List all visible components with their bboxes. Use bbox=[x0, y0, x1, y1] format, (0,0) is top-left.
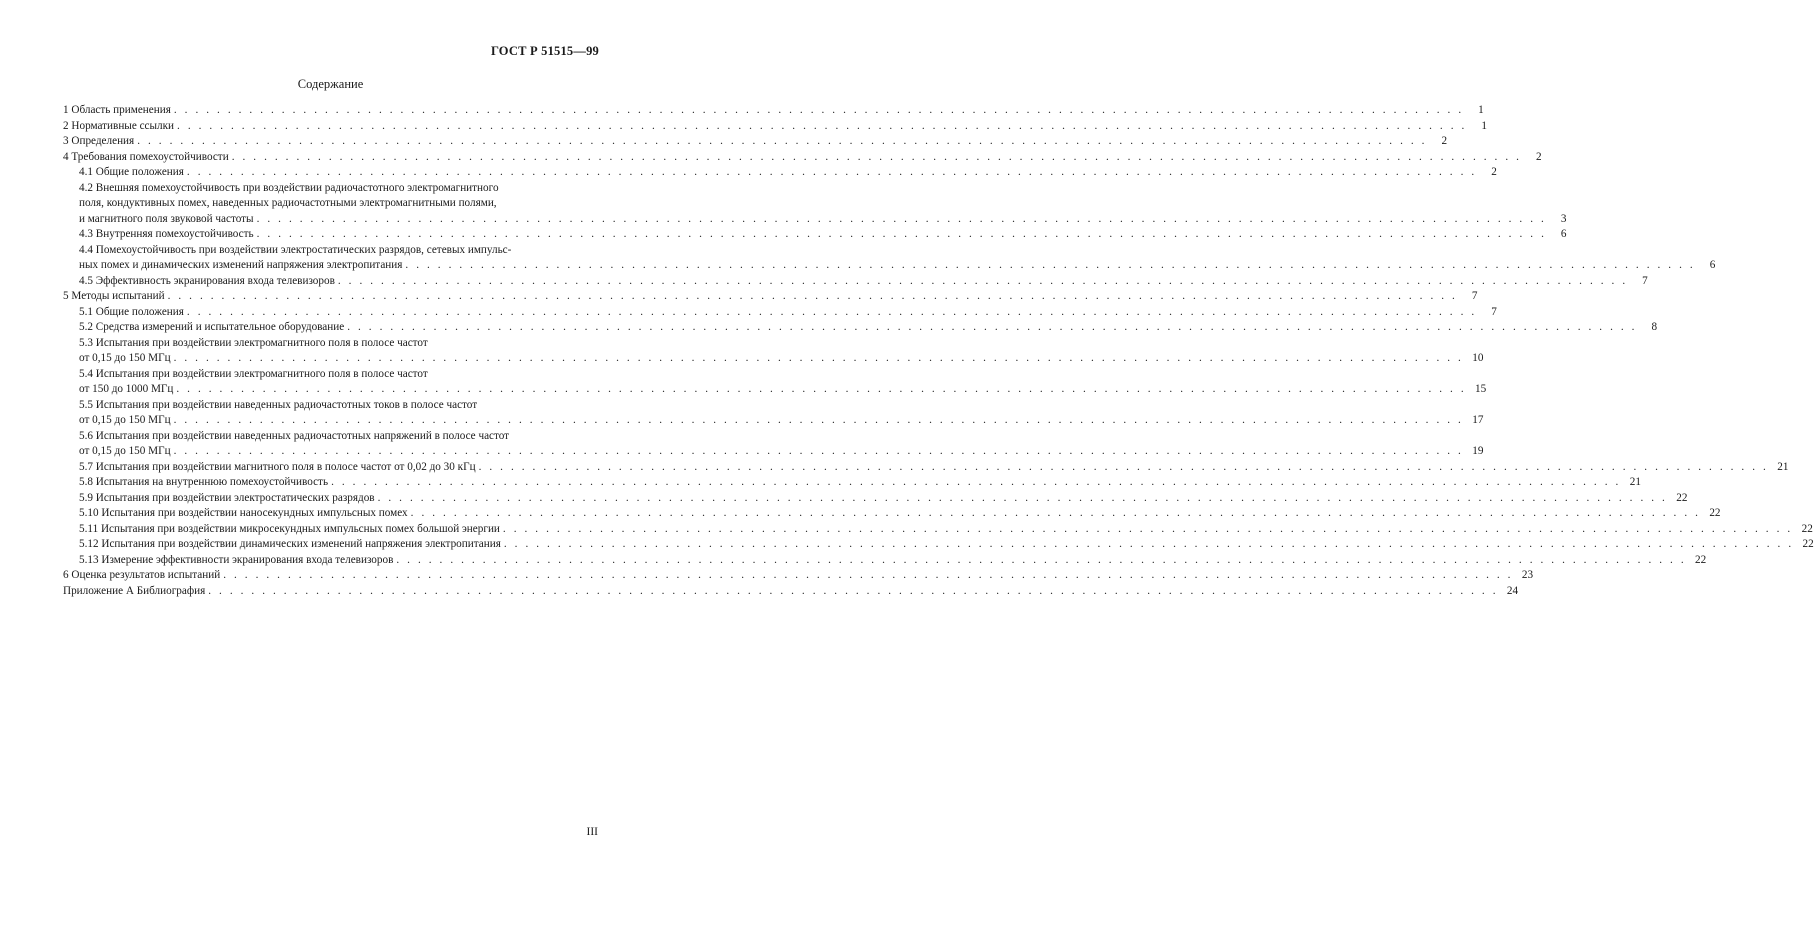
toc-entry-title: 3 Определения bbox=[63, 135, 135, 147]
page-number: III bbox=[586, 826, 598, 838]
dot-leader: . . . . . . . . . . . . . . . . . . . . . . . . . . . . . . . . . . . . . . . . . . . . . . . . . . . . . . . . . . . . . . . . . . . . . . . . . . . . . . . . . . . . . . . . . . . . . . . . . . . . . . . . . . . . . . . . . . . . . . . . bbox=[137, 135, 1428, 147]
toc-entry bbox=[63, 429, 1484, 460]
toc-entry-row bbox=[63, 289, 1478, 305]
dot-leader: . . . . . . . . . . . . . . . . . . . . . . . . . . . . . . . . . . . . . . . . . . . . . . . . . . . . . . . . . . . . . . . . . . . . . . . . . . . . . . . . . . . . . . . . . . . . . . . . . . . . . . . . . . . . . . . . . . . . . . . . bbox=[223, 569, 1514, 581]
toc-entry bbox=[63, 491, 1688, 507]
toc-entry bbox=[63, 553, 1707, 569]
toc-entry-row bbox=[79, 506, 1721, 522]
toc-entry bbox=[63, 460, 1789, 476]
toc-entry-row bbox=[79, 165, 1497, 181]
toc-entry bbox=[63, 367, 1487, 398]
toc-entry bbox=[63, 336, 1484, 367]
dot-leader: . . . . . . . . . . . . . . . . . . . . . . . . . . . . . . . . . . . . . . . . . . . . . . . . . . . . . . . . . . . . . . . . . . . . . . . . . . . . . . . . . . . . . . . . . . . . . . . . . . . . . . . . . . . . . . . . . . . . . . . . bbox=[186, 166, 1477, 178]
toc-entry bbox=[63, 181, 1567, 228]
toc-entry-title: 5.12 Испытания при воздействии динамических изменений напряжения электропитания bbox=[79, 538, 501, 550]
dot-leader: . . . . . . . . . . . . . . . . . . . . . . . . . . . . . . . . . . . . . . . . . . . . . . . . . . . . . . . . . . . . . . . . . . . . . . . . . . . . . . . . . . . . . . . . . . . . . . . . . . . . . . . . . . . . . . . . . . . . . . . . bbox=[173, 104, 1464, 116]
toc-page-number: 21 bbox=[1629, 476, 1641, 488]
toc-page-number: 3 bbox=[1560, 212, 1567, 225]
toc-entry-row bbox=[79, 475, 1641, 491]
toc-entry bbox=[63, 537, 1814, 553]
toc-entry-row bbox=[63, 103, 1484, 119]
toc-entry-row bbox=[79, 382, 1487, 398]
toc-page-number: 19 bbox=[1472, 445, 1484, 457]
toc-entry-title: 5.9 Испытания при воздействии электростатических разрядов bbox=[79, 491, 375, 504]
toc-entry bbox=[63, 227, 1567, 243]
toc-entry-row bbox=[79, 444, 1484, 460]
toc-entry-row bbox=[63, 119, 1487, 135]
toc-entry-title: 2 Нормативные ссылки bbox=[63, 119, 175, 132]
toc-page-number: 17 bbox=[1472, 414, 1484, 426]
dot-leader: . . . . . . . . . . . . . . . . . . . . . . . . . . . . . . . . . . . . . . . . . . . . . . . . . . . . . . . . . . . . . . . . . . . . . . . . . . . . . . . . . . . . . . . . . . . . . . . . . . . . . . . . . . . . . . . . . . . . . . . . bbox=[405, 259, 1696, 271]
toc-entry-title: 5.13 Измерение эффективности экранирования входа телевизоров bbox=[79, 553, 394, 566]
toc-entry bbox=[63, 274, 1648, 290]
dot-leader: . . . . . . . . . . . . . . . . . . . . . . . . . . . . . . . . . . . . . . . . . . . . . . . . . . . . . . . . . . . . . . . . . . . . . . . . . . . . . . . . . . . . . . . . . . . . . . . . . . . . . . . . . . . . . . . . . . . . . . . . bbox=[173, 352, 1464, 364]
dot-leader: . . . . . . . . . . . . . . . . . . . . . . . . . . . . . . . . . . . . . . . . . . . . . . . . . . . . . . . . . . . . . . . . . . . . . . . . . . . . . . . . . . . . . . . . . . . . . . . . . . . . . . . . . . . . . . . . . . . . . . . . bbox=[208, 584, 1499, 597]
toc-entry-line: 5.4 Испытания при воздействии электромагнитного поля в полосе частот bbox=[79, 367, 428, 380]
toc-entry bbox=[63, 150, 1542, 166]
dot-leader: . . . . . . . . . . . . . . . . . . . . . . . . . . . . . . . . . . . . . . . . . . . . . . . . . . . . . . . . . . . . . . . . . . . . . . . . . . . . . . . . . . . . . . . . . . . . . . . . . . . . . . . . . . . . . . . . . . . . . . . . bbox=[410, 507, 1701, 519]
toc-entry-row bbox=[79, 413, 1484, 429]
toc-entry-title: 1 Область применения bbox=[63, 104, 171, 116]
toc-entry-row bbox=[79, 305, 1497, 321]
toc-entry bbox=[63, 243, 1716, 274]
toc-entry bbox=[63, 522, 1813, 538]
toc-entry-line: 4.2 Внешняя помехоустойчивость при воздействии радиочастотного электромагнитного bbox=[79, 181, 499, 194]
toc-entry-row bbox=[79, 274, 1648, 290]
toc-entry bbox=[63, 398, 1484, 429]
toc-page-number: 2 bbox=[1535, 150, 1542, 163]
toc-page-number: 1 bbox=[1481, 119, 1487, 132]
dot-leader: . . . . . . . . . . . . . . . . . . . . . . . . . . . . . . . . . . . . . . . . . . . . . . . . . . . . . . . . . . . . . . . . . . . . . . . . . . . . . . . . . . . . . . . . . . . . . . . . . . . . . . . . . . . . . . . . . . . . . . . . bbox=[502, 522, 1793, 535]
toc-entry bbox=[63, 289, 1478, 305]
toc-entry-line: поля, кондуктивных помех, наведенных радиочастотными электромагнитными полями, bbox=[79, 197, 497, 209]
dot-leader: . . . . . . . . . . . . . . . . . . . . . . . . . . . . . . . . . . . . . . . . . . . . . . . . . . . . . . . . . . . . . . . . . . . . . . . . . . . . . . . . . . . . . . . . . . . . . . . . . . . . . . . . . . . . . . . . . . . . . . . . bbox=[331, 476, 1621, 488]
toc-page-number: 7 bbox=[1491, 305, 1497, 318]
toc-entry bbox=[63, 134, 1448, 150]
toc-entry-title: 5.2 Средства измерений и испытательное оборудование bbox=[79, 321, 345, 333]
toc-entry-title: 4 Требования помехоустойчивости bbox=[63, 150, 229, 163]
dot-leader: . . . . . . . . . . . . . . . . . . . . . . . . . . . . . . . . . . . . . . . . . . . . . . . . . . . . . . . . . . . . . . . . . . . . . . . . . . . . . . . . . . . . . . . . . . . . . . . . . . . . . . . . . . . . . . . . . . . . . . . . bbox=[176, 383, 1467, 395]
toc-entry-row bbox=[79, 212, 1567, 228]
dot-leader: . . . . . . . . . . . . . . . . . . . . . . . . . . . . . . . . . . . . . . . . . . . . . . . . . . . . . . . . . . . . . . . . . . . . . . . . . . . . . . . . . . . . . . . . . . . . . . . . . . . . . . . . . . . . . . . . . . . . . . . . bbox=[396, 553, 1687, 566]
toc-page-number: 22 bbox=[1802, 538, 1814, 550]
toc-page-number: 24 bbox=[1506, 584, 1519, 597]
toc-page-number: 2 bbox=[1491, 166, 1497, 178]
toc-entry-row bbox=[63, 150, 1542, 166]
toc-entry bbox=[63, 320, 1658, 336]
toc-entry-row bbox=[79, 351, 1484, 367]
toc-entry-title: 6 Оценка результатов испытаний bbox=[63, 569, 221, 581]
toc-entry-row bbox=[79, 258, 1716, 274]
toc-entry-title: 5.11 Испытания при воздействии микросекундных импульсных помех большой энергии bbox=[79, 522, 500, 535]
toc-page-number: 7 bbox=[1642, 274, 1648, 287]
toc-entry-row bbox=[79, 522, 1813, 538]
toc-entry bbox=[63, 568, 1534, 584]
toc-entry-title: от 0,15 до 150 МГц bbox=[79, 445, 171, 457]
toc-page-number: 2 bbox=[1441, 135, 1448, 147]
toc-entry-row bbox=[79, 537, 1814, 553]
toc-entry-title: от 150 до 1000 МГц bbox=[79, 383, 174, 395]
toc-entry-title: 4.3 Внутренняя помехоустойчивость bbox=[79, 228, 254, 240]
toc-page-number: 15 bbox=[1475, 383, 1487, 395]
toc-page-number: 22 bbox=[1695, 553, 1707, 566]
toc-entry bbox=[63, 103, 1484, 119]
toc-entry bbox=[63, 305, 1497, 321]
dot-leader: . . . . . . . . . . . . . . . . . . . . . . . . . . . . . . . . . . . . . . . . . . . . . . . . . . . . . . . . . . . . . . . . . . . . . . . . . . . . . . . . . . . . . . . . . . . . . . . . . . . . . . . . . . . . . . . . . . . . . . . . bbox=[173, 414, 1464, 426]
toc-page-number: 6 bbox=[1709, 259, 1716, 271]
toc-entry-title: от 0,15 до 150 МГц bbox=[79, 414, 171, 426]
dot-leader: . . . . . . . . . . . . . . . . . . . . . . . . . . . . . . . . . . . . . . . . . . . . . . . . . . . . . . . . . . . . . . . . . . . . . . . . . . . . . . . . . . . . . . . . . . . . . . . . . . . . . . . . . . . . . . . . . . . . . . . . bbox=[503, 538, 1794, 550]
dot-leader: . . . . . . . . . . . . . . . . . . . . . . . . . . . . . . . . . . . . . . . . . . . . . . . . . . . . . . . . . . . . . . . . . . . . . . . . . . . . . . . . . . . . . . . . . . . . . . . . . . . . . . . . . . . . . . . . . . . . . . . . bbox=[377, 491, 1668, 504]
toc-entry bbox=[63, 506, 1721, 522]
toc-entry-row bbox=[63, 134, 1448, 150]
dot-leader: . . . . . . . . . . . . . . . . . . . . . . . . . . . . . . . . . . . . . . . . . . . . . . . . . . . . . . . . . . . . . . . . . . . . . . . . . . . . . . . . . . . . . . . . . . . . . . . . . . . . . . . . . . . . . . . . . . . . . . . . bbox=[173, 445, 1464, 457]
standard-id: ГОСТ Р 51515—99 bbox=[490, 44, 599, 58]
toc-page-number: 8 bbox=[1651, 321, 1658, 333]
toc-page-number: 22 bbox=[1801, 522, 1813, 535]
dot-leader: . . . . . . . . . . . . . . . . . . . . . . . . . . . . . . . . . . . . . . . . . . . . . . . . . . . . . . . . . . . . . . . . . . . . . . . . . . . . . . . . . . . . . . . . . . . . . . . . . . . . . . . . . . . . . . . . . . . . . . . . bbox=[478, 460, 1769, 473]
toc-entry-row bbox=[63, 584, 1519, 600]
toc-entry-title: ных помех и динамических изменений напряжения электропитания bbox=[79, 259, 403, 271]
toc-page-number: 7 bbox=[1471, 290, 1478, 302]
dot-leader: . . . . . . . . . . . . . . . . . . . . . . . . . . . . . . . . . . . . . . . . . . . . . . . . . . . . . . . . . . . . . . . . . . . . . . . . . . . . . . . . . . . . . . . . . . . . . . . . . . . . . . . . . . . . . . . . . . . . . . . . bbox=[256, 212, 1547, 225]
toc-entry-row bbox=[79, 320, 1658, 336]
toc-entry-line: 5.5 Испытания при воздействии наведенных радиочастотных токов в полосе частот bbox=[79, 398, 478, 411]
toc-entry-title: Приложение А Библиография bbox=[63, 584, 206, 597]
dot-leader: . . . . . . . . . . . . . . . . . . . . . . . . . . . . . . . . . . . . . . . . . . . . . . . . . . . . . . . . . . . . . . . . . . . . . . . . . . . . . . . . . . . . . . . . . . . . . . . . . . . . . . . . . . . . . . . . . . . . . . . . bbox=[186, 305, 1477, 318]
toc-entry-row bbox=[79, 553, 1707, 569]
toc-page-number: 23 bbox=[1521, 569, 1534, 581]
toc-page-number: 22 bbox=[1709, 507, 1721, 519]
toc-entry bbox=[63, 475, 1641, 491]
toc-entry-row bbox=[79, 491, 1688, 507]
toc-entry-title: и магнитного поля звуковой частоты bbox=[79, 212, 254, 225]
toc-entry bbox=[63, 165, 1497, 181]
toc-entry bbox=[63, 584, 1519, 600]
toc-page-number: 10 bbox=[1472, 352, 1484, 364]
toc-entry-title: от 0,15 до 150 МГц bbox=[79, 352, 171, 364]
toc-entry-line: 5.6 Испытания при воздействии наведенных радиочастотных напряжений в полосе частот bbox=[79, 429, 510, 442]
table-of-contents bbox=[63, 103, 1814, 599]
toc-entry-title: 5.1 Общие положения bbox=[79, 305, 184, 318]
toc-entry-line: 4.4 Помехоустойчивость при воздействии электростатических разрядов, сетевых импульс- bbox=[79, 243, 512, 256]
toc-entry-title: 5.10 Испытания при воздействии наносекундных импульсных помех bbox=[79, 507, 408, 519]
toc-entry-row bbox=[79, 227, 1567, 243]
toc-entry-title: 4.1 Общие положения bbox=[79, 166, 184, 178]
dot-leader: . . . . . . . . . . . . . . . . . . . . . . . . . . . . . . . . . . . . . . . . . . . . . . . . . . . . . . . . . . . . . . . . . . . . . . . . . . . . . . . . . . . . . . . . . . . . . . . . . . . . . . . . . . . . . . . . . . . . . . . . bbox=[256, 228, 1547, 240]
toc-entry-title: 5 Методы испытаний bbox=[63, 290, 165, 302]
toc-page-number: 6 bbox=[1560, 228, 1567, 240]
toc-entry-row bbox=[79, 460, 1789, 476]
toc-entry-row bbox=[63, 568, 1534, 584]
toc-entry-title: 4.5 Эффективность экранирования входа телевизоров bbox=[79, 274, 335, 287]
toc-page-number: 22 bbox=[1676, 491, 1688, 504]
toc-entry-title: 5.7 Испытания при воздействии магнитного поля в полосе частот от 0,02 до 30 кГц bbox=[79, 460, 476, 473]
toc-entry-title: 5.8 Испытания на внутреннюю помехоустойчивость bbox=[79, 476, 329, 488]
dot-leader: . . . . . . . . . . . . . . . . . . . . . . . . . . . . . . . . . . . . . . . . . . . . . . . . . . . . . . . . . . . . . . . . . . . . . . . . . . . . . . . . . . . . . . . . . . . . . . . . . . . . . . . . . . . . . . . . . . . . . . . . bbox=[347, 321, 1638, 333]
toc-entry-line: 5.3 Испытания при воздействии электромагнитного поля в полосе частот bbox=[79, 336, 428, 349]
toc-page-number: 21 bbox=[1777, 460, 1789, 473]
dot-leader: . . . . . . . . . . . . . . . . . . . . . . . . . . . . . . . . . . . . . . . . . . . . . . . . . . . . . . . . . . . . . . . . . . . . . . . . . . . . . . . . . . . . . . . . . . . . . . . . . . . . . . . . . . . . . . . . . . . . . . . . bbox=[231, 150, 1522, 163]
toc-entry bbox=[63, 119, 1487, 135]
toc-page-number: 1 bbox=[1478, 104, 1484, 116]
dot-leader: . . . . . . . . . . . . . . . . . . . . . . . . . . . . . . . . . . . . . . . . . . . . . . . . . . . . . . . . . . . . . . . . . . . . . . . . . . . . . . . . . . . . . . . . . . . . . . . . . . . . . . . . . . . . . . . . . . . . . . . . bbox=[337, 274, 1628, 287]
dot-leader: . . . . . . . . . . . . . . . . . . . . . . . . . . . . . . . . . . . . . . . . . . . . . . . . . . . . . . . . . . . . . . . . . . . . . . . . . . . . . . . . . . . . . . . . . . . . . . . . . . . . . . . . . . . . . . . . . . . . . . . . bbox=[167, 290, 1458, 302]
dot-leader: . . . . . . . . . . . . . . . . . . . . . . . . . . . . . . . . . . . . . . . . . . . . . . . . . . . . . . . . . . . . . . . . . . . . . . . . . . . . . . . . . . . . . . . . . . . . . . . . . . . . . . . . . . . . . . . . . . . . . . . . bbox=[177, 119, 1467, 132]
toc-title: Содержание bbox=[297, 77, 364, 91]
